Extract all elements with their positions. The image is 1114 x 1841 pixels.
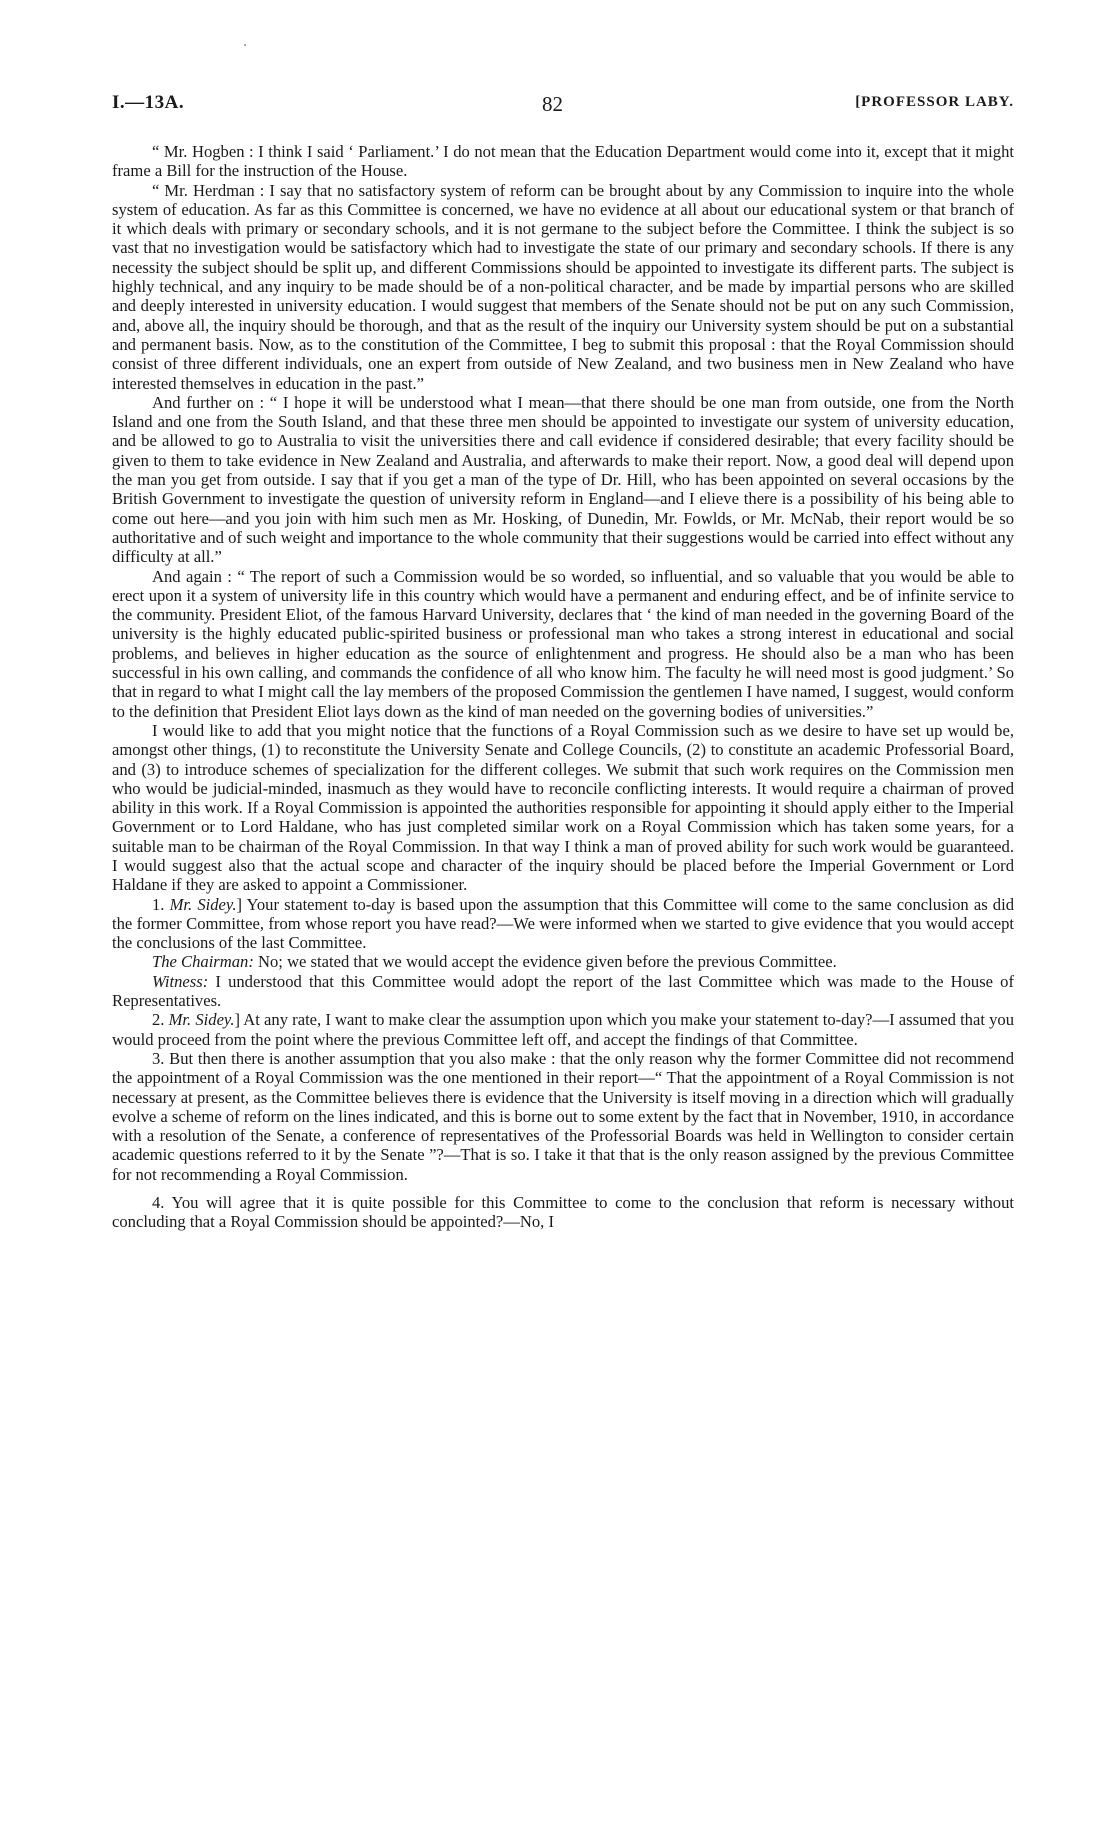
paragraph: And further on : “ I hope it will be understood what I mean—that there should be one man from outside, one from the North Island and one from the South Island, and that these three men should be appointed to investigate our system of university education, and be allowed to go to Australia to visit the universities there and call evidence if considered desirable; that every facility should be given to them to take evidence in New Zealand and Australia, and afterwards to make their report. Now, a good deal will depend upon the man you get from outside. I say that if you get a man of the type of Dr. Hill, who has been appointed on several occasions by the British Government to investigate the question of university reform in England—and I elieve there is a possibility of his being able to come out here—and you join with him such men as Mr. Hosking, of Dunedin, Mr. Fowlds, or Mr. McNab, their report would be so authoritative and of such weight and importance to the whole community that their suggestions would be carried into effect without any difficulty at all.”	[112, 392, 1014, 567]
body-text	[112, 142, 1014, 1232]
question-number: 1.	[152, 894, 170, 914]
paragraph: “ Mr. Herdman : I say that no satisfactory system of reform can be brought about by any Commission to inquire into the whole system of education. As far as this Committee is concerned, we have no evidence at all about our educational system or that branch of it which deals with primary or secondary schools, and it is not germane to the subject before the Committee. I think the subject is so vast that no investigation would be satisfactory which had to investigate the state of our primary and secondary schools. If there is any necessity the subject should be split up, and different Commissions should be appointed to investigate its different parts. The subject is highly technical, and any inquiry to be made should be of a non-political character, and be made by impartial persons who are skilled and deeply interested in university education. I would suggest that members of the Senate should not be put on any such Commission, and, above all, the inquiry should be thorough, and that as the result of the inquiry our University system should be put on a substantial and permanent basis. Now, as to the constitution of the Committee, I beg to submit this proposal : that the Royal Commission should consist of three different individuals, one an expert from outside of New Zealand, and two business men in New Zealand who have interested themselves in education in the past.”	[112, 180, 1014, 393]
witness-heading: [PROFESSOR LABY.	[855, 94, 1014, 110]
question-paragraph: 4. You will agree that it is quite possible for this Committee to come to the conclusion that reform is necessary without concluding that a Royal Commission should be appointed?—No, I	[112, 1193, 1014, 1232]
page-header	[112, 92, 1014, 118]
question-paragraph: 3. But then there is another assumption that you also make : that the only reason why the former Committee did not recommend the appointment of a Royal Commission was the one mentioned in their report—“ That the appointment of a Royal Commission is not necessary at present, as the Committee believes there is evidence that the University is itself moving in a direction which will gradually evolve a scheme of reform on the lines indicated, and this is borne out to some extent by the fact that in November, 1910, in accordance with a resolution of the Senate, a conference of representatives of the Professorial Boards was held in Wellington to consider certain academic questions referred to it by the Senate ”?—That is so. I take it that that is the only reason assigned by the previous Committee for not recommending a Royal Commission.	[112, 1048, 1014, 1184]
paragraph: And again : “ The report of such a Commission would be so worded, so influential, and so valuable that you would be able to erect upon it a system of university life in this country which would have a permanent and enduring effect, and be of infinite service to the community. President Eliot, of the famous Harvard University, declares that ‘ the kind of man needed in the governing Board of the university is the highly educated public-spirited business or professional man who takes a strong interest in educational and social problems, and believes in higher education as the source of enlightenment and progress. He should also be a man who has been successful in his own calling, and commands the confidence of all who know him. The faculty he will need most is good judgment.’ So that in regard to what I might call the lay members of the proposed Commission the gentlemen I have named, I suggest, would conform to the definition that President Eliot lays down as the kind of man needed on the governing bodies of universities.”	[112, 566, 1014, 721]
speaker-name: The Chairman:	[152, 952, 254, 972]
question-number: 2.	[152, 1010, 169, 1030]
scan-speck	[244, 44, 246, 46]
question-paragraph	[112, 952, 1014, 971]
question-paragraph	[112, 1010, 1014, 1049]
question-text: No; we stated that we would accept the evidence given before the previous Committee.	[253, 952, 837, 972]
question-paragraph	[112, 972, 1014, 1011]
question-text: ] Your statement to-day is based upon the assumption that this Committee will come to the same conclusion as did the former Committee, from whose report you have read?—We were informed when we started to give evidence that you would accept the conclusions of the last Committee.	[112, 894, 1014, 953]
paragraph: I would like to add that you might notice that the functions of a Royal Commission such as we desire to have set up would be, amongst other things, (1) to reconstitute the University Senate and College Councils, (2) to constitute an academic Professorial Board, and (3) to introduce schemes of specialization for the different colleges. We submit that such work requires on the Commission men who would be judicial-minded, inasmuch as they would have to reconcile conflicting interests. It would require a chairman of proved ability in this work. If a Royal Commission is appointed the authorities responsible for appointing it should apply either to the Imperial Government or to Lord Haldane, who has just completed similar work on a Royal Commission which has taken some years, for a suitable man to be chairman of the Royal Commission. In that way I think a man of proved ability for such work would be guaranteed. I would suggest also that the actual scope and character of the inquiry should be placed before the Imperial Government or Lord Haldane if they are asked to appoint a Commissioner.	[112, 720, 1014, 895]
paragraph: “ Mr. Hogben : I think I said ‘ Parliament.’ I do not mean that the Education Department would come into it, except that it might frame a Bill for the instruction of the House.	[112, 142, 1014, 181]
page-number: 82	[542, 92, 563, 116]
speaker-name: Mr. Sidey.	[168, 1010, 235, 1030]
report-reference: I.—13A.	[112, 92, 185, 113]
question-text: ] At any rate, I want to make clear the assumption upon which you make your statement to-day?—I assumed that you would proceed from the point where the previous Committee left off, and accept the findings of that Committee.	[112, 1010, 1015, 1049]
question-paragraph	[112, 895, 1014, 953]
speaker-name: Mr. Sidey.	[169, 894, 237, 914]
speaker-name: Witness:	[152, 971, 209, 991]
question-text: I understood that this Committee would adopt the report of the last Committee which was made to the House of Representatives.	[112, 971, 1014, 1011]
